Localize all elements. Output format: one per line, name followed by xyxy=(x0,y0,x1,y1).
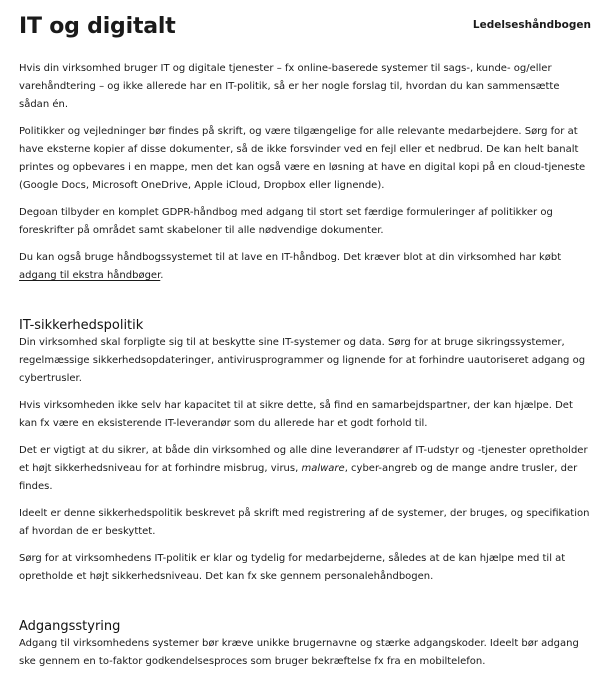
security-heading: IT-sikkerhedspolitik xyxy=(19,318,144,333)
security-paragraph-3-end: , cyber-angreb og de mange andre trusler, der findes. xyxy=(19,463,578,492)
access-heading: Adgangsstyring xyxy=(19,619,121,634)
intro-paragraph-4-text: Du kan også bruge håndbogssystemet til at lave en IT-håndbog. Det kræver blot at din virksomhed har købt xyxy=(19,252,562,263)
intro-paragraph-4-end: . xyxy=(160,270,164,281)
security-paragraph-1: Din virksomhed skal forpligte sig til at beskytte sine IT-systemer og data. Sørg for at bruge sikringssystemer, regelmæssige sikkerhedsopdateringer, antivirusprogrammer og lignende for at forhindre uautoriseret adgang og cybertrusler. xyxy=(19,337,586,384)
security-paragraph-4: Ideelt er denne sikkerhedspolitik beskrevet på skrift med registrering af de systemer, der bruges, og specifikation af hvordan de er beskyttet. xyxy=(19,508,590,537)
security-paragraph-5: Sørg for at virksomhedens IT-politik er klar og tydelig for medarbejderne, således at de kan hjælpe med til at opretholde et højt sikkerhedsniveau. Det kan fx ske gennem personalehåndbogen. xyxy=(19,553,566,582)
malware-term: malware xyxy=(301,463,345,474)
security-paragraph-3-text: Det er vigtigt at du sikrer, at både din virksomhed og alle dine leverandører af IT-udstyr og -tjenester opretholder et højt sikkerhedsniveau for at forhindre misbrug, virus, xyxy=(19,445,588,474)
security-paragraph-2: Hvis virksomheden ikke selv har kapacitet til at sikre dette, så find en samarbejdspartner, der kan hjælpe. Det kan fx være en eksisterende IT-leverandør som du allerede har et godt forhold til. xyxy=(19,400,573,429)
intro-paragraph-1: Hvis din virksomhed bruger IT og digitale tjenester – fx online-baserede systemer til sags-, kunde- og/eller varehåndtering – og ikke allerede har en IT-politik, så er her nogle forslag til, hvordan du kan sammensætte sådan én. xyxy=(19,63,560,110)
access-paragraph-1: Adgang til virksomhedens systemer bør kræve unikke brugernavne og stærke adgangskoder. Ideelt bør adgang ske gennem en to-faktor godkendelsesproces som bruger bekræftelse fx fra en mobiltelefon. xyxy=(19,638,579,667)
intro-section xyxy=(19,60,591,285)
security-section xyxy=(19,318,591,586)
page-title: IT og digitalt xyxy=(19,14,176,39)
document-page xyxy=(19,14,591,680)
extra-handbooks-link[interactable]: adgang til ekstra håndbøger xyxy=(19,270,161,281)
intro-paragraph-4 xyxy=(19,249,591,285)
intro-paragraph-2: Politikker og vejledninger bør findes på skrift, og være tilgængelige for alle relevante medarbejdere. Sørg for at have eksterne kopier af disse dokumenter, så de ikke forsvinder ved en fejl eller et nedbrud. De kan helt banalt printes og opbevares i en mappe, men det kan også være en løsning at have en digital kopi på en cloud-tjeneste (Google Docs, Microsoft OneDrive, Apple iCloud, Dropbox eller lignende). xyxy=(19,126,586,191)
brand-name[interactable]: Ledelseshåndbogen xyxy=(472,19,591,31)
security-paragraph-3 xyxy=(19,442,591,496)
page-header xyxy=(19,14,591,44)
access-section xyxy=(19,619,591,671)
intro-paragraph-3: Degoan tilbyder en komplet GDPR-håndbog med adgang til stort set færdige formuleringer af politikker og foreskrifter på området samt skabeloner til alle nødvendige dokumenter. xyxy=(19,207,553,236)
